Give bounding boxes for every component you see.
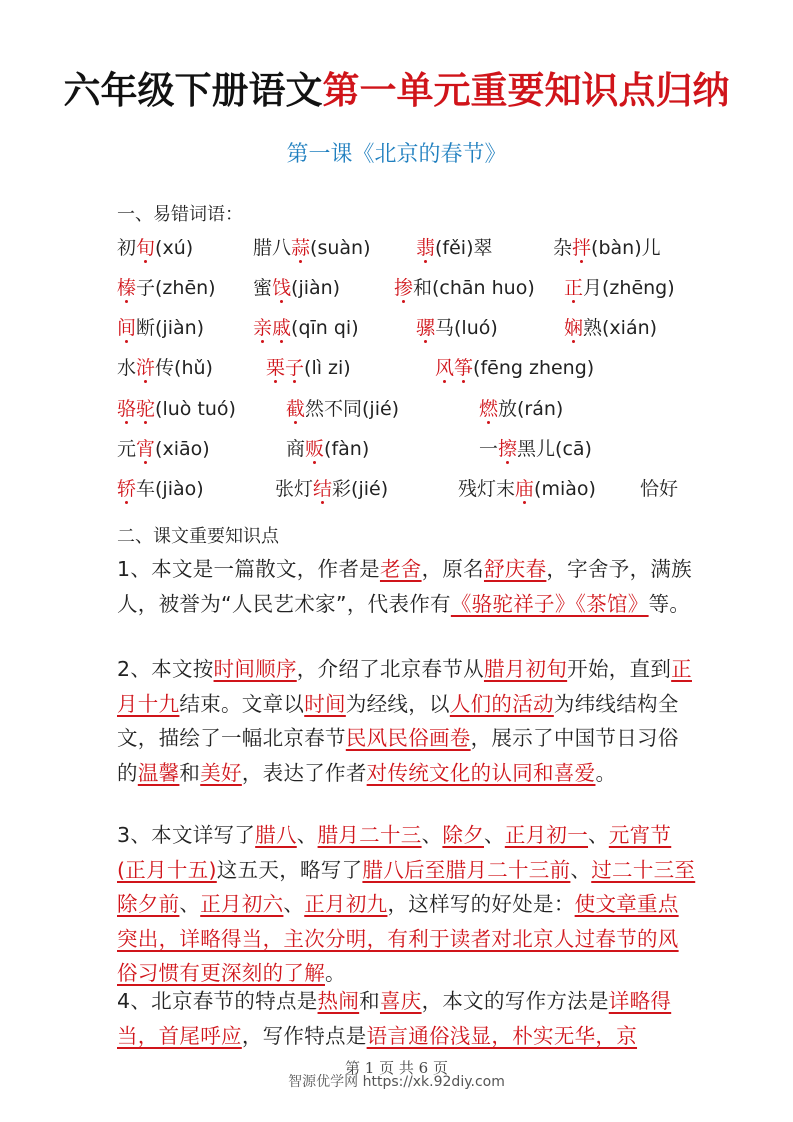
- key-answer: 正月初一: [504, 823, 589, 847]
- paragraph-text: 。: [595, 760, 617, 785]
- key-answer: 喜庆: [379, 989, 422, 1013]
- typo-word-item: 商贩(fàn): [286, 438, 370, 460]
- highlighted-character: 贩: [305, 438, 325, 460]
- paragraph-text: ，本文的写作方法是: [421, 989, 609, 1013]
- highlighted-character: 正: [564, 277, 584, 299]
- paragraph-text: ，表达了作者: [241, 760, 367, 785]
- highlighted-character: 拌: [572, 237, 592, 259]
- paragraph-text: 结束。文章以: [179, 691, 305, 716]
- typo-word-item: 掺和(chān huo): [394, 277, 535, 299]
- paragraph-text: 为纬线结构全文，描绘了一幅北京春节: [117, 691, 679, 750]
- key-answer: 对传统文化的认同和喜爱: [366, 760, 596, 785]
- typo-word-item: 截然不同(jié): [286, 398, 400, 420]
- key-answer: 语言通俗浅显，朴实无华，京: [366, 1023, 638, 1048]
- paragraph-text: 为经线，以: [345, 691, 450, 716]
- highlighted-character: 轿: [117, 478, 137, 500]
- paragraph-text: 和: [359, 989, 380, 1013]
- highlighted-character: 翡: [416, 237, 436, 259]
- key-answer: 舒庆春: [483, 557, 547, 581]
- typo-word-item: 娴熟(xián): [564, 317, 658, 339]
- typo-word-item: 正月(zhēng): [564, 277, 675, 299]
- highlighted-character: 擦: [498, 438, 518, 460]
- key-answer: 《骆驼祥子》《茶馆》: [450, 591, 649, 616]
- typo-word-item: 轿车(jiào): [117, 478, 204, 500]
- knowledge-point-3: [117, 818, 697, 991]
- key-answer: 腊八后至腊月二十三前: [362, 857, 571, 882]
- typo-word-item: 风筝(fēng zheng): [435, 357, 595, 379]
- paragraph-text: 4、北京春节的特点是: [117, 989, 318, 1013]
- typo-word-item: 一擦黑儿(cā): [479, 438, 592, 460]
- key-answer: 老舍: [379, 557, 422, 581]
- highlighted-character: 旬: [136, 237, 156, 259]
- highlighted-character: 掺: [394, 277, 414, 299]
- key-answer: 使文章重点突出，详略得当，主次分明，有利于读者对北京人过春节的风俗习惯有更深刻的了解: [117, 892, 679, 985]
- key-answer: 正月初六: [200, 892, 284, 916]
- section-heading-typo-words: 一、易错词语：: [117, 204, 243, 225]
- page-number: 第 1 页 共 6 页: [345, 1059, 448, 1077]
- key-answer: 人们的活动: [449, 691, 554, 716]
- paragraph-text: 1、本文是一篇散文，作者是: [117, 557, 380, 581]
- paragraph-text: ，字舍予，满族人，被誉为“人民艺术家”，代表作有: [117, 557, 692, 616]
- knowledge-point-4: [117, 984, 697, 1053]
- key-answer: 详略得当，首尾呼应: [117, 989, 672, 1048]
- typo-word-item: 间断(jiàn): [117, 317, 205, 339]
- typo-word-item: 水浒传(hǔ): [117, 357, 213, 379]
- key-answer: 美好: [200, 760, 242, 785]
- highlighted-character: 截: [286, 398, 306, 420]
- typo-word-item: 恰好: [640, 478, 679, 500]
- key-answer: 民风民俗画卷: [345, 726, 471, 750]
- paragraph-text: 和: [179, 760, 201, 785]
- highlighted-character: 榛: [117, 277, 137, 299]
- paragraph-text: 、: [484, 823, 505, 847]
- highlighted-character: 饯: [272, 277, 292, 299]
- highlighted-character: 燃: [479, 398, 499, 420]
- typo-word-item: 张灯结彩(jié): [275, 478, 389, 500]
- highlighted-character: 蒜: [291, 237, 311, 259]
- section-heading-key-points: 二、课文重要知识点: [117, 526, 279, 547]
- paragraph-text: ，这样写的好处是：: [387, 892, 575, 916]
- highlighted-character: 浒: [136, 357, 156, 379]
- highlighted-character: 风筝: [435, 357, 474, 379]
- key-answer: 时间顺序: [213, 657, 297, 681]
- typo-word-item: 燃放(rán): [479, 398, 564, 420]
- paragraph-text: 、: [421, 823, 443, 847]
- highlighted-character: 娴: [564, 317, 584, 339]
- typo-word-item: 翡(fěi)翠: [416, 237, 493, 259]
- paragraph-text: 、: [570, 857, 592, 882]
- typo-word-item: 骡马(luó): [416, 317, 498, 339]
- typo-word-item: 残灯末庙(miào): [458, 478, 596, 500]
- highlighted-character: 亲戚: [253, 317, 292, 339]
- paragraph-text: 。: [325, 961, 346, 985]
- key-answer: 腊八: [255, 823, 297, 847]
- typo-word-item: 榛子(zhēn): [117, 277, 216, 299]
- title-part-2: 第一单元重要知识点归纳: [322, 68, 730, 112]
- key-answer: 正月初九: [304, 892, 388, 916]
- paragraph-text: 等。: [648, 591, 691, 616]
- key-answer: 腊月二十三: [317, 823, 422, 847]
- typo-word-item: 初旬(xú): [117, 237, 194, 259]
- key-answer: 元宵节(正月十五): [117, 823, 672, 882]
- paragraph-text: ，介绍了北京春节从: [296, 657, 484, 681]
- typo-word-item: 杂拌(bàn)儿: [553, 237, 661, 259]
- paragraph-text: 3、本文详写了: [117, 823, 256, 847]
- title-part-1: 六年级下册语文: [63, 68, 323, 112]
- knowledge-point-2: [117, 652, 697, 790]
- knowledge-point-1: [117, 552, 697, 621]
- paragraph-text: 、: [283, 892, 305, 916]
- highlighted-character: 栗子: [266, 357, 305, 379]
- paragraph-text: 开始，直到: [567, 657, 672, 681]
- key-answer: 热闹: [317, 989, 360, 1013]
- highlighted-character: 结: [313, 478, 333, 500]
- typo-word-item: 蜜饯(jiàn): [253, 277, 341, 299]
- highlighted-character: 间: [117, 317, 137, 339]
- highlighted-character: 宵: [136, 438, 156, 460]
- paragraph-text: ，写作特点是: [241, 1023, 367, 1048]
- paragraph-text: ，展示了中国节日习俗的: [117, 726, 679, 785]
- typo-word-item: 栗子(lì zi): [266, 357, 351, 379]
- highlighted-character: 骆驼: [117, 398, 156, 420]
- highlighted-character: 庙: [515, 478, 535, 500]
- document-title: [0, 60, 793, 114]
- paragraph-text: 、: [179, 892, 201, 916]
- paragraph-text: 2、本文按: [117, 657, 214, 681]
- source-watermark: 智源优学网 https://xk.92diy.com: [288, 1074, 505, 1090]
- highlighted-character: 骡: [416, 317, 436, 339]
- paragraph-text: 、: [296, 823, 318, 847]
- key-answer: 时间: [304, 691, 346, 716]
- key-answer: 过二十三至除夕前: [117, 857, 696, 916]
- lesson-heading: 第一课《北京的春节》: [286, 142, 507, 167]
- key-answer: 正月十九: [117, 657, 692, 716]
- paragraph-text: ，原名: [421, 557, 484, 581]
- key-answer: 温馨: [137, 760, 180, 785]
- key-answer: 腊月初旬: [483, 657, 568, 681]
- typo-word-item: 亲戚(qīn qi): [253, 317, 359, 339]
- key-answer: 除夕: [442, 823, 484, 847]
- paragraph-text: 、: [588, 823, 609, 847]
- typo-word-item: 骆驼(luò tuó): [117, 398, 236, 420]
- typo-word-item: 元宵(xiāo): [117, 438, 210, 460]
- typo-word-item: 腊八蒜(suàn): [253, 237, 371, 259]
- paragraph-text: 这五天，略写了: [216, 857, 363, 882]
